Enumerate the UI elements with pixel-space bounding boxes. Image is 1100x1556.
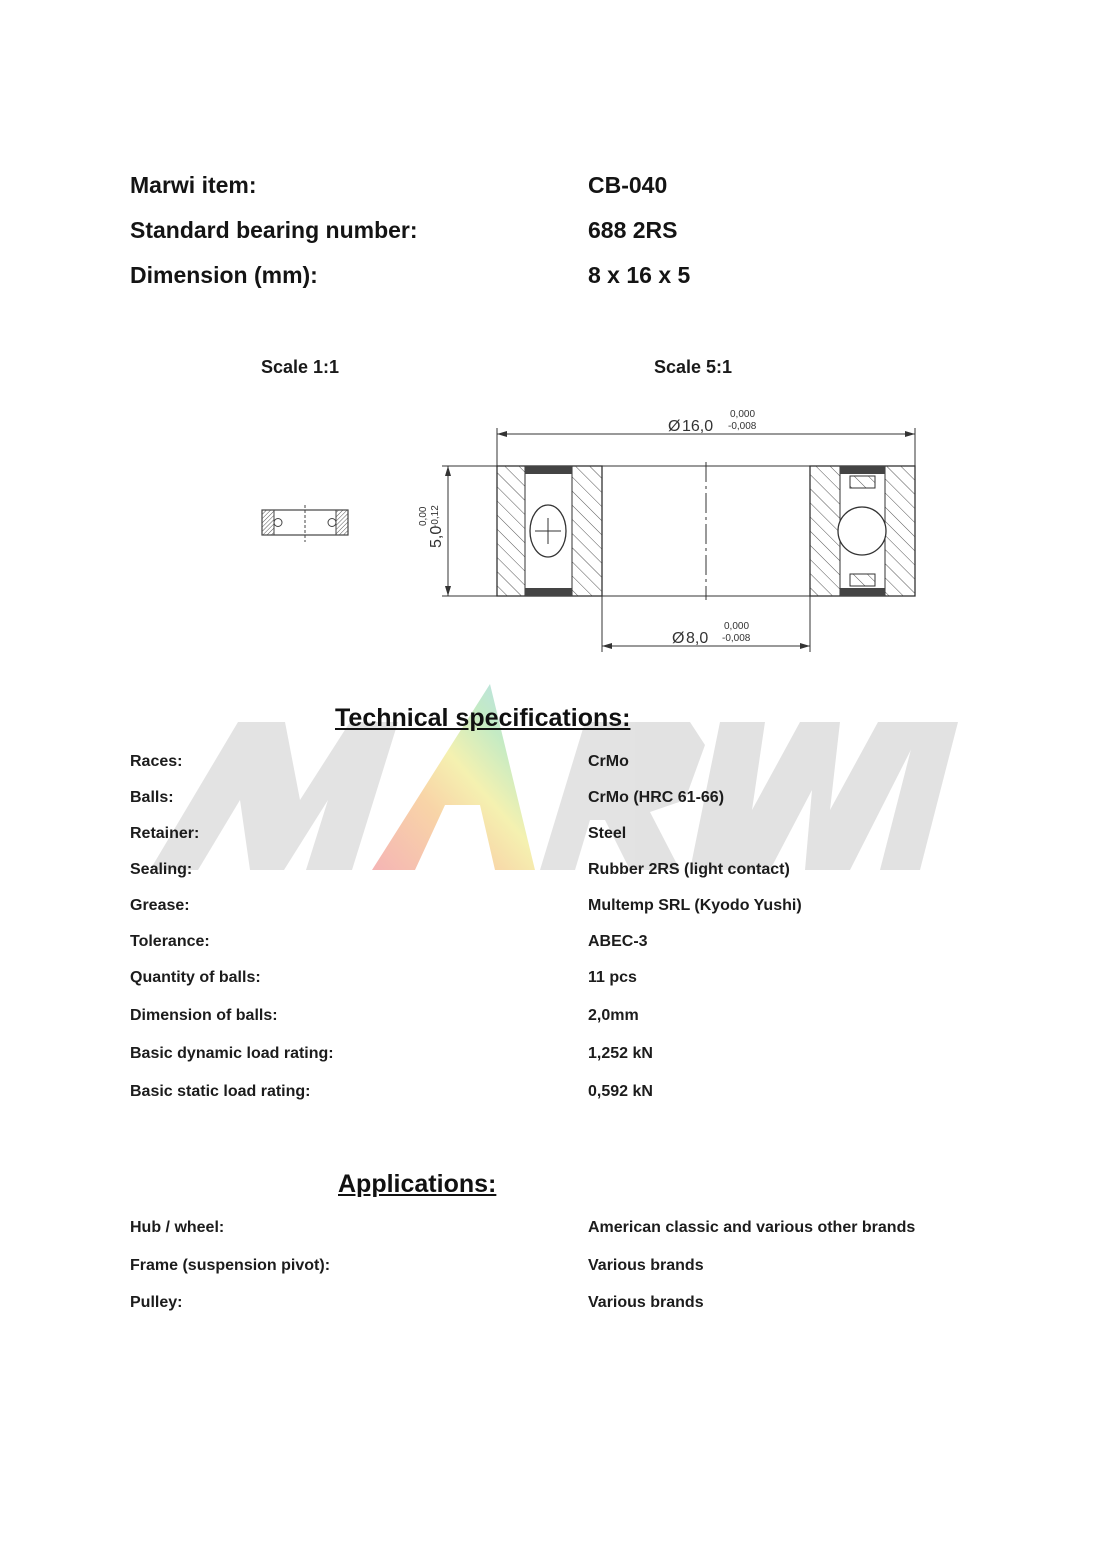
spec-retainer-label: Retainer: — [130, 825, 200, 842]
scale-small-label: Scale 1:1 — [261, 357, 340, 377]
spec-sealing-value: Rubber 2RS (light contact) — [588, 861, 790, 878]
spec-tolerance-label: Tolerance: — [130, 933, 210, 950]
outer-dia-value: 16,0 — [682, 418, 714, 435]
spec-grease-value: Multemp SRL (Kyodo Yushi) — [588, 897, 802, 914]
outer-dia-tol-lower: -0,008 — [728, 421, 757, 432]
inner-dia-tol-upper: 0,000 — [724, 621, 750, 632]
app-hub-wheel-label: Hub / wheel: — [130, 1219, 225, 1236]
header-block — [0, 0, 1100, 300]
spec-grease-label: Grease: — [130, 897, 190, 914]
width-tol-lower: -0,12 — [430, 505, 441, 528]
dimension-label: Dimension (mm): — [130, 262, 318, 288]
technical-specifications-title: Technical specifications: — [335, 704, 631, 732]
dimension-value: 8 x 16 x 5 — [588, 262, 691, 288]
spec-quantity-of-balls-value: 11 pcs — [588, 969, 637, 986]
scale-large-label: Scale 5:1 — [654, 357, 733, 377]
bearing-drawing-scale-1-1 — [255, 500, 355, 550]
bearing-drawing-scale-5-1 — [410, 400, 940, 670]
applications-title: Applications: — [338, 1170, 497, 1198]
spec-dimension-of-balls-value: 2,0mm — [588, 1007, 639, 1024]
marwi-item-value: CB-040 — [588, 172, 668, 198]
spec-balls-label: Balls: — [130, 789, 174, 806]
inner-dia-tol-lower: -0,008 — [722, 633, 751, 644]
spec-balls-value: CrMo (HRC 61-66) — [588, 789, 725, 806]
spec-dimension-of-balls-label: Dimension of balls: — [130, 1007, 278, 1024]
app-pulley-label: Pulley: — [130, 1294, 183, 1311]
spec-dynamic-load-value: 1,252 kN — [588, 1045, 653, 1062]
outer-dia-tol-upper: 0,000 — [730, 409, 756, 420]
inner-dia-value: 8,0 — [686, 630, 709, 647]
standard-bearing-number-value: 688 2RS — [588, 217, 678, 243]
outer-dia-symbol: Ø — [668, 418, 681, 435]
app-frame-label: Frame (suspension pivot): — [130, 1257, 331, 1274]
app-hub-wheel-value: American classic and various other brands — [588, 1219, 916, 1236]
spec-quantity-of-balls-label: Quantity of balls: — [130, 969, 261, 986]
width-value: 5,0 — [428, 525, 445, 548]
spec-sealing-label: Sealing: — [130, 861, 193, 878]
marwi-item-label: Marwi item: — [130, 172, 257, 198]
inner-dia-symbol: Ø — [672, 630, 685, 647]
width-tol-upper: 0,00 — [418, 506, 429, 526]
standard-bearing-number-label: Standard bearing number: — [130, 217, 418, 243]
spec-races-value: CrMo — [588, 753, 629, 770]
spec-retainer-value: Steel — [588, 825, 627, 842]
spec-static-load-value: 0,592 kN — [588, 1083, 653, 1100]
app-pulley-value: Various brands — [588, 1294, 704, 1311]
spec-tolerance-value: ABEC-3 — [588, 933, 648, 950]
app-frame-value: Various brands — [588, 1257, 704, 1274]
spec-dynamic-load-label: Basic dynamic load rating: — [130, 1045, 334, 1062]
spec-static-load-label: Basic static load rating: — [130, 1083, 311, 1100]
spec-races-label: Races: — [130, 753, 183, 770]
